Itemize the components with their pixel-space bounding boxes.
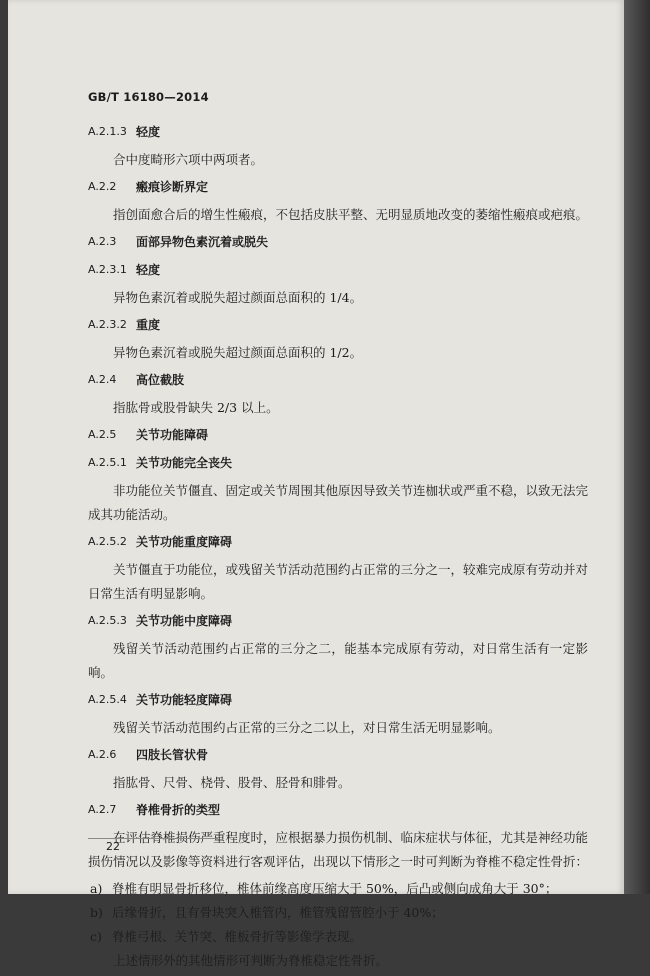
section-number: A.2.7 xyxy=(88,803,117,816)
section-title: 关节功能重度障碍 xyxy=(136,535,233,549)
section-number: A.2.1.3 xyxy=(88,125,127,138)
section-number: A.2.6 xyxy=(88,748,117,761)
section-heading xyxy=(88,688,588,712)
section-number: A.2.4 xyxy=(88,373,117,386)
paragraph: 异物色素沉着或脱失超过颜面总面积的 1/4。 xyxy=(113,290,363,305)
section-title: 关节功能完全丧失 xyxy=(136,456,233,470)
section-title: 关节功能障碍 xyxy=(136,428,209,442)
standard-code-header: GB/T 16180—2014 xyxy=(88,90,209,104)
section-title: 面部异物色素沉着或脱失 xyxy=(136,235,269,249)
paragraph: 关节僵直于功能位，或残留关节活动范围约占正常的三分之一，较难完成原有劳动并对日常生活有明显影响。 xyxy=(88,562,589,601)
section-heading xyxy=(88,175,588,199)
paragraph: 指创面愈合后的增生性瘢痕，不包括皮肤平整、无明显质地改变的萎缩性瘢痕或疤痕。 xyxy=(113,207,589,222)
list-marker: b) xyxy=(90,905,103,920)
section-number: A.2.3.2 xyxy=(88,318,127,331)
section-heading xyxy=(88,798,588,822)
paragraph: 残留关节活动范围约占正常的三分之二以上，对日常生活无明显影响。 xyxy=(113,720,501,735)
section-number: A.2.5.4 xyxy=(88,693,127,706)
paragraph: 异物色素沉着或脱失超过颜面总面积的 1/2。 xyxy=(113,345,363,360)
list-item-text: 后缘骨折，且有骨块突入椎管内，椎管残留管腔小于 40%； xyxy=(112,905,444,920)
list-item-text: 脊椎弓根、关节突、椎板骨折等影像学表现。 xyxy=(112,929,363,944)
list-marker: c) xyxy=(90,929,102,944)
scan-edge xyxy=(624,0,650,894)
list-item-text: 脊椎有明显骨折移位，椎体前缘高度压缩大于 50%，后凸或侧向成角大于 30°； xyxy=(112,881,558,896)
section-heading xyxy=(88,313,588,337)
section-heading xyxy=(88,609,588,633)
section-heading xyxy=(88,120,588,144)
section-heading xyxy=(88,368,588,392)
section-heading xyxy=(88,258,588,282)
paragraph: 指肱骨或股骨缺失 2/3 以上。 xyxy=(113,400,279,415)
footer-rule xyxy=(88,838,218,839)
section-title: 轻度 xyxy=(136,125,161,139)
section-title: 轻度 xyxy=(136,263,161,277)
section-number: A.2.5.2 xyxy=(88,535,127,548)
paragraph: 在评估脊椎损伤严重程度时，应根据暴力损伤机制、临床症状与体征，尤其是神经功能损伤情况以及影像等资料进行客观评估，出现以下情形之一时可判断为脊椎不稳定性骨折： xyxy=(88,830,589,869)
section-title: 脊椎骨折的类型 xyxy=(136,803,221,817)
section-number: A.2.5 xyxy=(88,428,117,441)
document-page xyxy=(8,0,624,968)
section-heading xyxy=(88,530,588,554)
section-title: 重度 xyxy=(136,318,161,332)
page-body xyxy=(88,118,588,976)
section-title: 四肢长管状骨 xyxy=(136,748,209,762)
list-item xyxy=(88,901,588,925)
section-heading xyxy=(88,423,588,447)
section-heading xyxy=(88,743,588,767)
paragraph: 上述情形外的其他情形可判断为脊椎稳定性骨折。 xyxy=(113,953,389,968)
section-number: A.2.2 xyxy=(88,180,117,193)
section-title: 关节功能中度障碍 xyxy=(136,614,233,628)
section-title: 瘢痕诊断界定 xyxy=(136,180,209,194)
paragraph: 非功能位关节僵直、固定或关节周围其他原因导致关节连枷状或严重不稳，以致无法完成其功能活动。 xyxy=(88,483,589,522)
section-title: 关节功能轻度障碍 xyxy=(136,693,233,707)
list-marker: a) xyxy=(90,881,103,896)
section-number: A.2.5.3 xyxy=(88,614,127,627)
section-title: 高位截肢 xyxy=(136,373,185,387)
section-number: A.2.3.1 xyxy=(88,263,127,276)
list-item xyxy=(88,877,588,901)
section-number: A.2.5.1 xyxy=(88,456,127,469)
page-number: 22 xyxy=(106,840,120,853)
paragraph: 合中度畸形六项中两项者。 xyxy=(113,152,264,167)
paragraph: 残留关节活动范围约占正常的三分之二，能基本完成原有劳动，对日常生活有一定影响。 xyxy=(88,641,588,680)
section-number: A.2.3 xyxy=(88,235,117,248)
section-heading xyxy=(88,451,588,475)
section-heading xyxy=(88,230,588,254)
list-item xyxy=(88,925,588,949)
paragraph: 指肱骨、尺骨、桡骨、股骨、胫骨和腓骨。 xyxy=(113,775,351,790)
